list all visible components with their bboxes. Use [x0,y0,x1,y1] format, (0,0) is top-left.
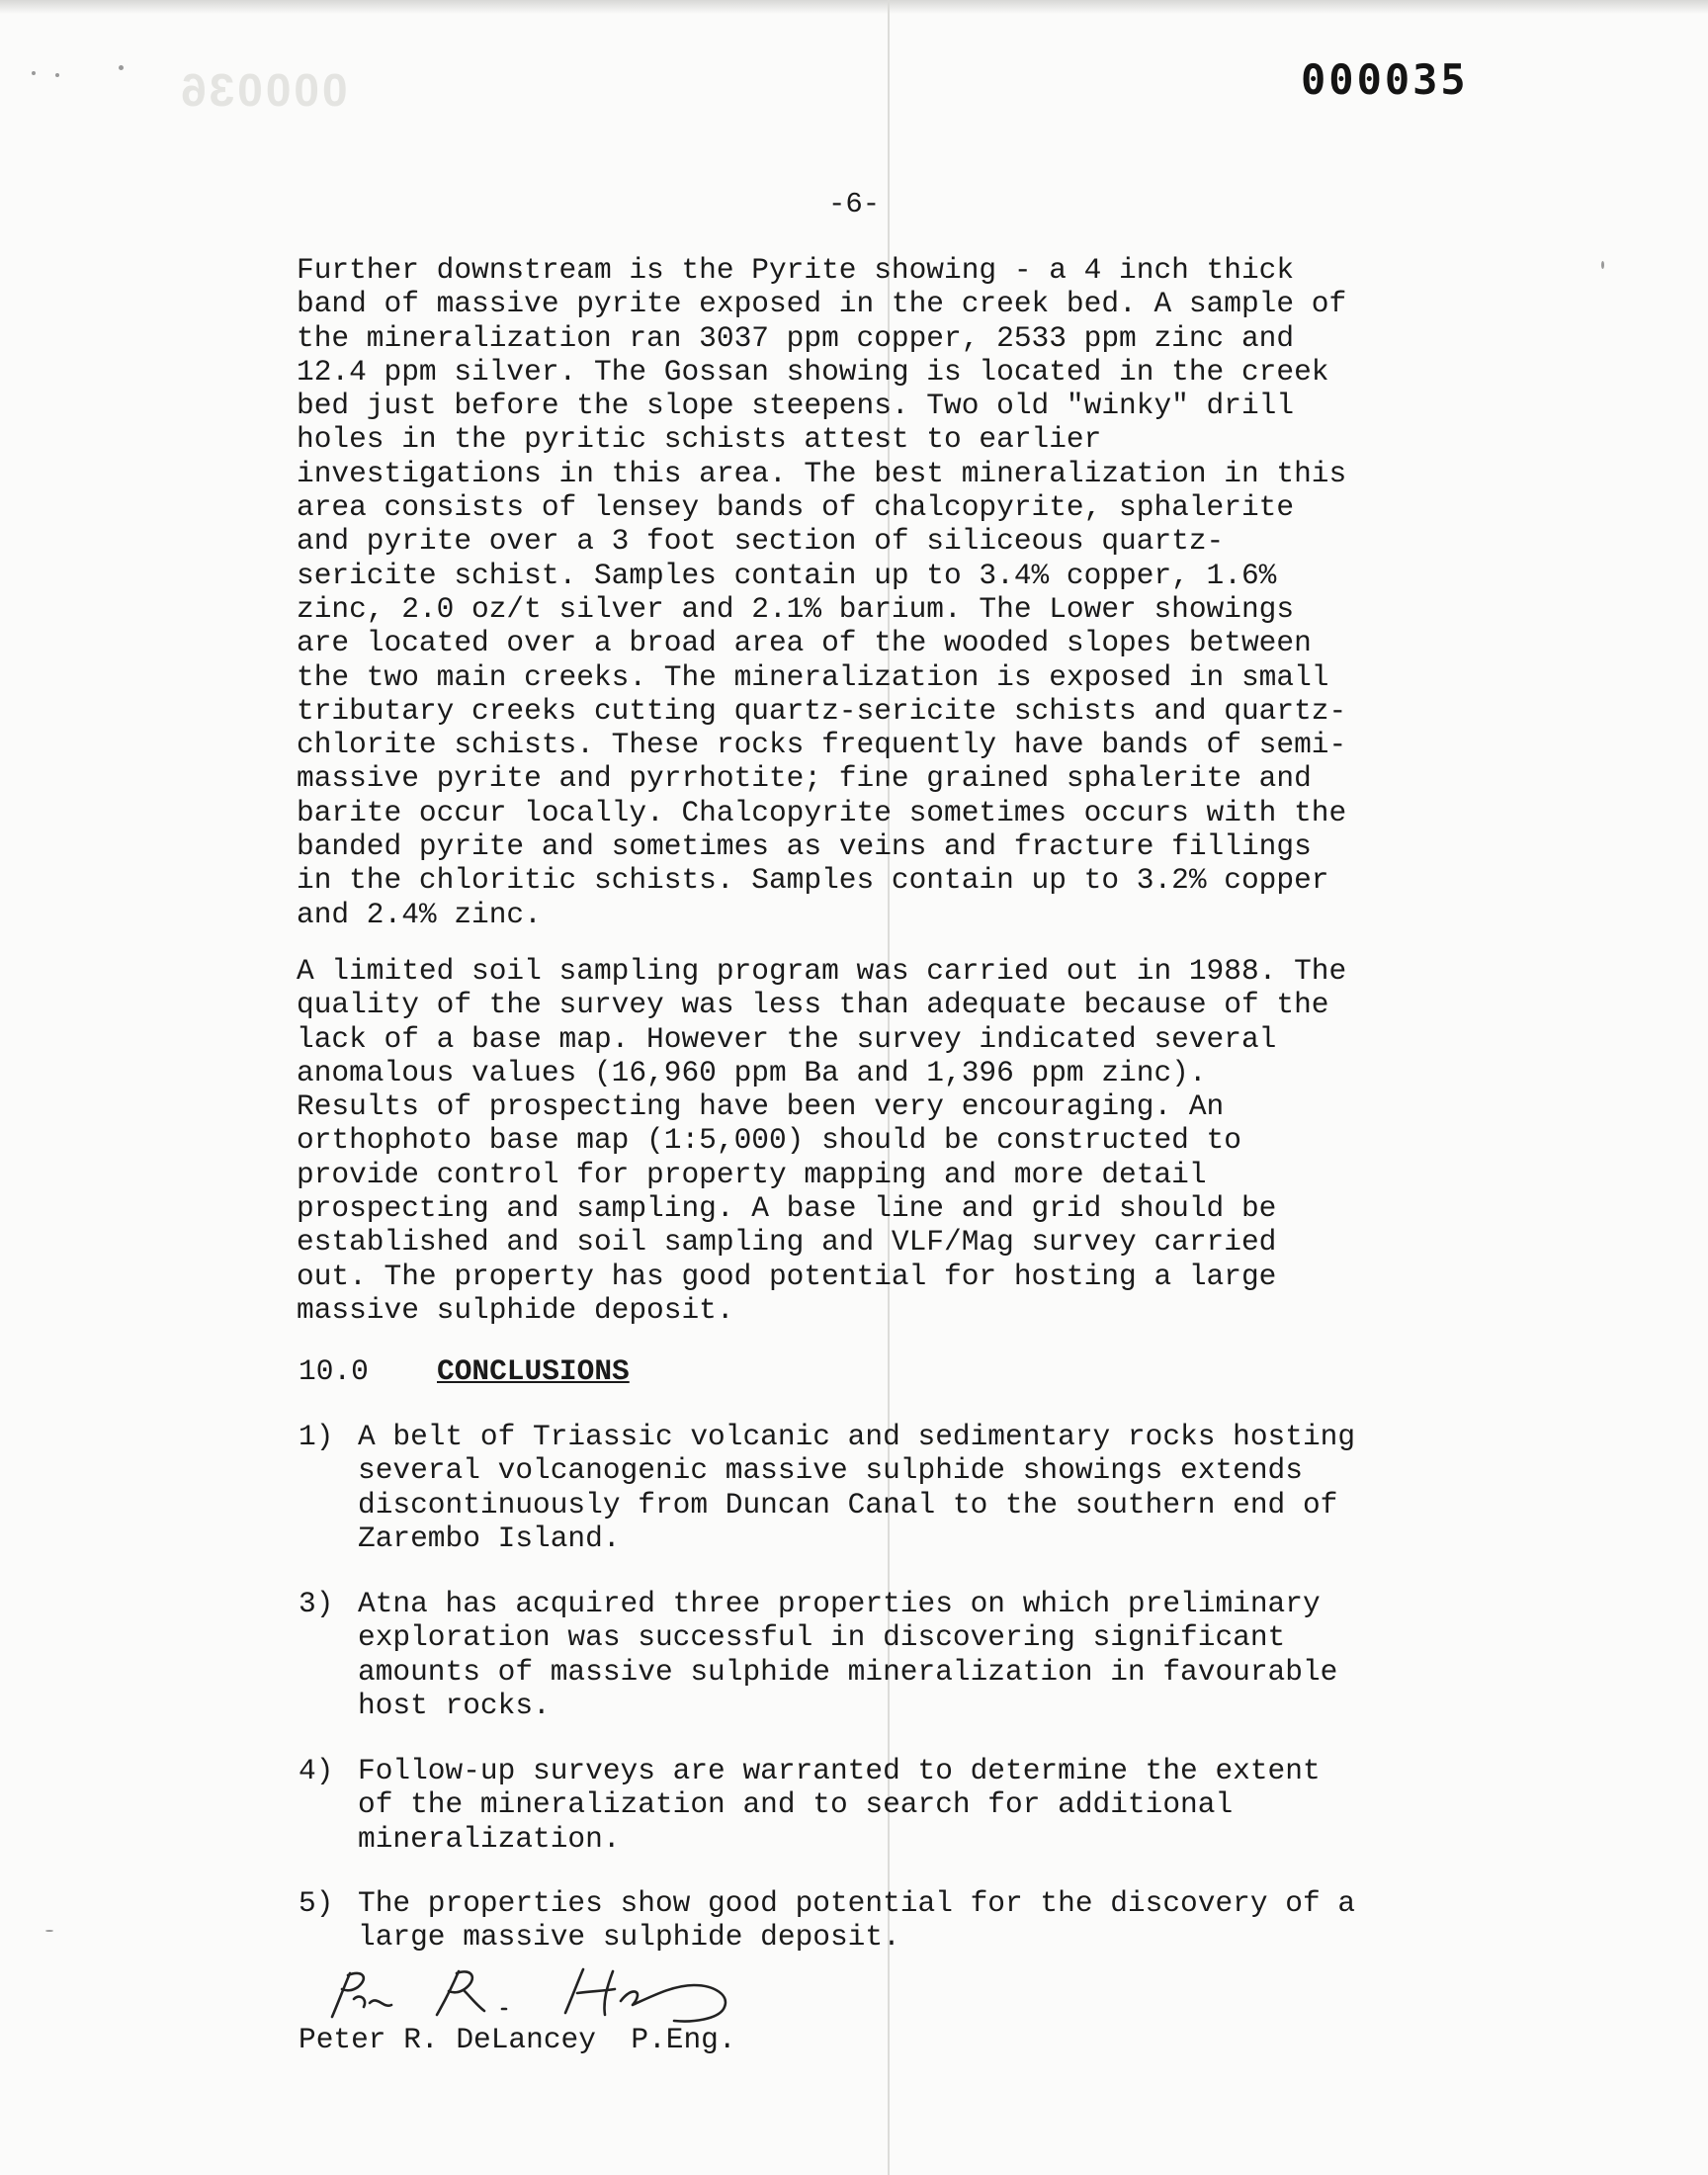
conclusion-number: 4) [299,1754,334,1787]
conclusion-item [299,1420,1524,1555]
conclusion-number: 5) [299,1886,334,1920]
page-id-stamp: 000035 [1301,55,1469,104]
conclusion-text: Atna has acquired three properties on which preliminary exploration was successful in discovering significant amounts of massive sulphide mineralization in favourable host rocks. [358,1587,1338,1722]
author-signature-line: Peter R. DeLancey P.Eng. [299,2023,736,2056]
scan-speck [32,71,36,75]
scan-speck [55,73,59,77]
paragraph-soil-sampling: A limited soil sampling program was carried out in 1988. The quality of the survey was less than adequate because of the lack of a base map. However the survey indicated several anomalous values (16,960 ppm Ba and 1,396 ppm zinc). Results of prospecting have been very encouraging. An orthophoto base map (1:5,000) should be constructed to provide control for property mapping and more detail prospecting and sampling. A base line and grid should be established and soil sampling and VLF/Mag survey carried out. The property has good potential for hosting a large massive sulphide deposit. [297,954,1347,1327]
page-number: -6- [828,188,881,220]
conclusion-text: A belt of Triassic volcanic and sedimentary rocks hosting several volcanogenic massive sulphide showings extends discontinuously from Duncan Canal to the southern end of Zarembo Island. [358,1420,1356,1555]
conclusion-number: 1) [299,1420,334,1453]
scan-top-edge [0,0,1708,14]
bleed-through-number: 000036 [178,64,348,116]
scan-speck [1601,261,1604,269]
section-heading [299,1354,630,1388]
conclusion-text: Follow-up surveys are warranted to determine the extent of the mineralization and to search for additional mineralization. [358,1754,1321,1856]
conclusion-number: 3) [299,1587,334,1620]
section-number: 10.0 [299,1354,369,1388]
section-title: CONCLUSIONS [437,1354,630,1388]
conclusion-item [299,1587,1524,1722]
conclusion-text: The properties show good potential for the discovery of a large massive sulphide deposit. [358,1886,1356,1955]
conclusion-item [299,1754,1524,1856]
scan-speck [119,65,124,70]
conclusion-item [299,1886,1524,1955]
paragraph-showings: Further downstream is the Pyrite showing - a 4 inch thick band of massive pyrite exposed in the creek bed. A sample of the mineralization ran 3037 ppm copper, 2533 ppm zinc and 12.4 ppm silver. The Gossan showing is located in the creek bed just before the slope steepens. Two old "winky" drill holes in the pyritic schists attest to earlier investigations in this area. The best mineralization in this area consists of lensey bands of chalcopyrite, sphalerite and pyrite over a 3 foot section of siliceous quartz- sericite schist. Samples contain up to 3.4% copper, 1.6% zinc, 2.0 oz/t silver and 2.1% barium. The Lower showings are located over a broad area of the wooded slopes between the two main creeks. The mineralization is exposed in small tributary creeks cutting quartz-sericite schists and quartz- chlorite schists. These rocks frequently have bands of semi- massive pyrite and pyrrhotite; fine grained sphalerite and barite occur locally. Chalcopyrite sometimes occurs with the banded pyrite and sometimes as veins and fracture fillings in the chloritic schists. Samples contain up to 3.2% copper and 2.4% zinc. [297,253,1347,931]
scan-speck [45,1930,53,1932]
